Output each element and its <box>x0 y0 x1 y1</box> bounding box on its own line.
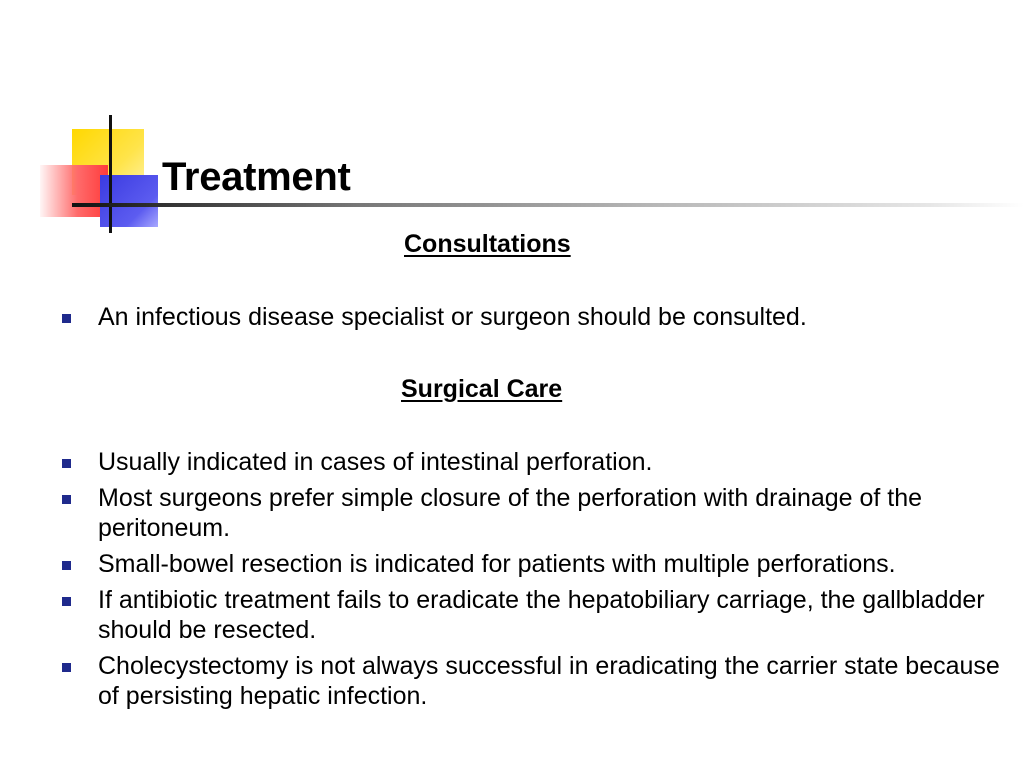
bullet-text: An infectious disease specialist or surgeon should be consulted. <box>98 303 807 331</box>
consultations-bullet-list <box>0 302 1008 338</box>
list-item <box>0 651 1008 711</box>
logo-vertical-line <box>109 115 112 233</box>
bullet-text: Usually indicated in cases of intestinal perforation. <box>98 448 653 476</box>
section-heading-consultations: Consultations <box>404 230 571 258</box>
square-bullet-icon <box>62 561 71 570</box>
list-item <box>0 549 1008 579</box>
decorative-squares-logo <box>38 115 168 235</box>
square-bullet-icon <box>62 314 71 323</box>
surgical-care-bullet-list <box>0 447 1008 717</box>
square-bullet-icon <box>62 663 71 672</box>
square-bullet-icon <box>62 459 71 468</box>
slide-title: Treatment <box>162 155 351 199</box>
section-heading-surgical-care: Surgical Care <box>401 375 563 403</box>
bullet-text: Most surgeons prefer simple closure of the perforation with drainage of the peritoneum. <box>98 484 923 542</box>
square-bullet-icon <box>62 495 71 504</box>
list-item <box>0 585 1008 645</box>
logo-red-square <box>40 165 108 217</box>
list-item <box>0 483 1008 543</box>
bullet-text: If antibiotic treatment fails to eradicate the hepatobiliary carriage, the gallbladder should be resected. <box>98 586 985 644</box>
title-underline-rule <box>72 203 1024 207</box>
list-item <box>0 302 1008 332</box>
list-item <box>0 447 1008 477</box>
square-bullet-icon <box>62 597 71 606</box>
bullet-text: Small-bowel resection is indicated for patients with multiple perforations. <box>98 550 896 578</box>
bullet-text: Cholecystectomy is not always successful in eradicating the carrier state because of persisting hepatic infection. <box>98 652 1000 710</box>
